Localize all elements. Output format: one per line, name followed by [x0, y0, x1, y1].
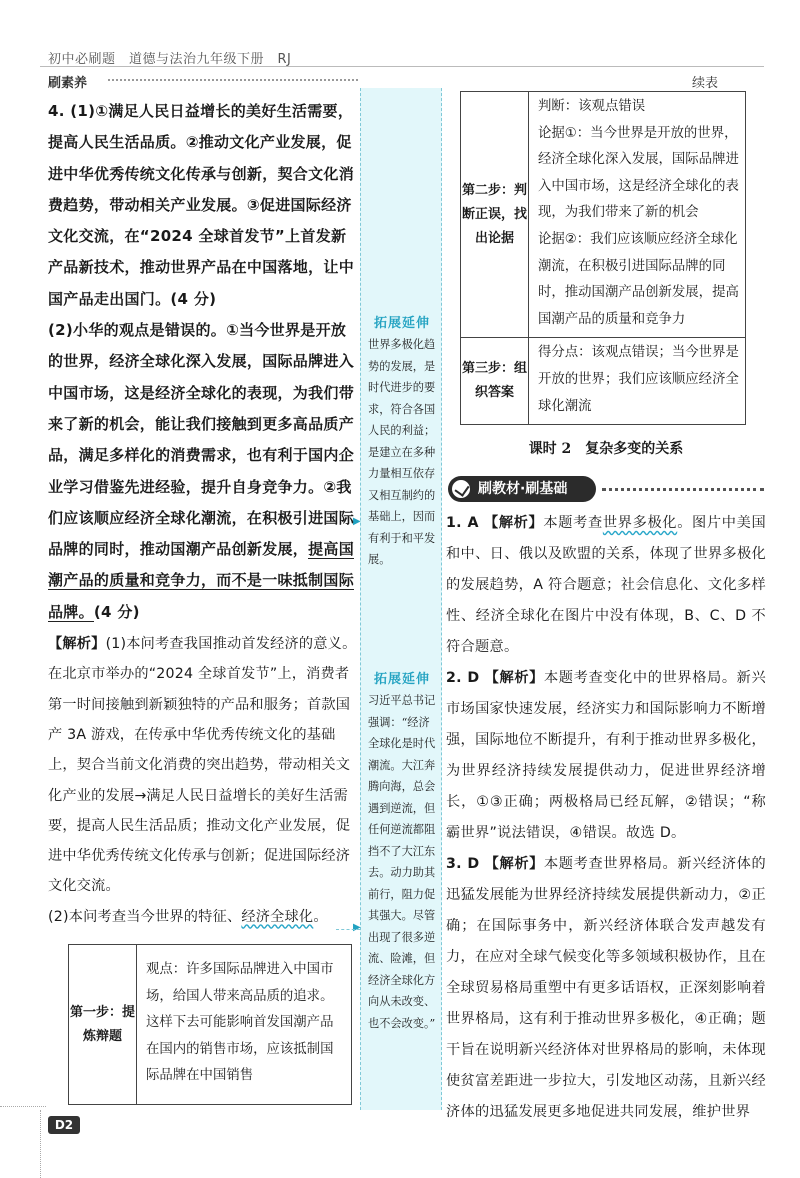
question-item [446, 663, 766, 849]
content-cell: 判断：该观点错误 论据①：当今世界是开放的世界，经济全球化深入发展，国际品牌进入中国市场，这是经济全球化的表现，为我们带来了新的机会 论据②：我们应该顺应经济全球化潮流，在积极引进国际品牌的同时，推动国潮产品创新发展，提高国潮产品的质量和竞争力 [529, 92, 746, 338]
lesson-title: 课时 2 复杂多变的关系 [528, 441, 684, 457]
steps-table-right [460, 91, 746, 425]
step-cell: 第二步：判断正误，找出论据 [461, 92, 529, 338]
header-rule [40, 66, 764, 67]
table-row [461, 338, 746, 425]
content-cell: 观点：许多国际品牌进入中国市场，给国人带来高品质的追求。这样下去可能影响首发国潮产品在国内的销售市场，应该抵制国际品牌在中国销售 [137, 945, 352, 1105]
table-row [461, 92, 746, 338]
question-item [446, 849, 766, 1128]
pointer-arrow-icon: ▶ [353, 922, 361, 933]
table-row [69, 945, 352, 1105]
analysis-keyword: 经济全球化 [241, 908, 314, 925]
question-number: 3. D [446, 856, 480, 872]
analysis-block [48, 629, 360, 932]
question-text: 本题考查变化中的世界格局。新兴市场国家快速发展，经济实力和国际影响力不断增强，国际地位不断提升，有利于推动世界多极化，为世界经济持续发展提供动力，促进世界经济增长，①③正确；两极格局已经瓦解，②错误；“称霸世界”说法错误，④错误。故选 D。 [446, 670, 766, 841]
question-item [446, 508, 766, 663]
step-cell: 第三步：组织答案 [461, 338, 529, 425]
analysis-part-2: (2)本问考查当今世界的特征、 [48, 908, 242, 925]
analysis-tag: 【解析】 [48, 636, 106, 653]
section-banner [448, 476, 766, 502]
question-number: 4. [48, 102, 65, 120]
analysis-part-1: (1)本问考查我国推动首发经济的意义。在北京市举办的“2024 全球首发节”上，消费者第一时间接触到新颖独特的产品和服务；首款国产 3A 游戏，在传承中华优秀传统文化的基础上，契合当前文化消费的突出趋势，带动相关文化产业的发展→满足人民日益增长的美好生活需要，提高人民生活品质；推动文化产业发展，促进中华优秀传统文化传承与创新；促进国际经济文化交流。 [48, 636, 357, 895]
question-number: 2. D [446, 670, 480, 686]
footer-dots-vertical [40, 1110, 41, 1178]
running-header: 初中必刷题 道德与法治九年级下册 RJ [48, 52, 292, 67]
left-column [48, 96, 360, 932]
answer-part-2-score: (4 分) [93, 602, 140, 621]
question-number: 1. A [446, 515, 479, 531]
sidebar-text-1: 世界多极化趋势的发展，是时代进步的要求，符合各国人民的利益；是建立在多种力量相互依存又相互制约的基础上，因而有利于和平发展。 [368, 338, 436, 566]
question-text: 本题考查 [543, 515, 603, 531]
answer-part-1: (1)①满足人民日益增长的美好生活需要，提高人民生活品质。②推动文化产业发展，促进中华优秀传统文化传承与创新，契合文化消费趋势，带动相关产业发展。③促进国际经济文化交流，在“2024 全球首发节”上首发新产品新技术，推动世界产品在中国落地，让中国产品走出国门。(4 分) [48, 102, 355, 308]
analysis-tag: 【解析】 [483, 515, 544, 531]
sidebar-title-2: 拓展延伸 [373, 672, 430, 687]
step-cell: 第一步：提炼辩题 [69, 945, 137, 1105]
sidebar-title-1: 拓展延伸 [373, 316, 430, 331]
steps-table-left [68, 944, 352, 1105]
content-cell: 得分点：该观点错误；当今世界是开放的世界；我们应该顺应经济全球化潮流 [529, 338, 746, 425]
pointer-arrow-icon: ▶ [353, 516, 361, 527]
page-number: D2 [48, 1116, 80, 1134]
check-icon [450, 478, 472, 500]
analysis-tag: 【解析】 [484, 856, 544, 872]
answer-part-2-body: ①当今世界是开放的世界，经济全球化深入发展，国际品牌进入中国市场，这是经济全球化的表现，为我们带来了新的机会，能让我们接触到更多高品质产品，满足多样化的消费需求，也有利于国内企业学习借鉴先进经验，提升自身竞争力。②我们应该顺应经济全球化潮流，在积极引进国际品牌的同时，推动国潮产品创新发展， [48, 321, 355, 559]
answer-block [48, 96, 360, 628]
section-dots [108, 79, 358, 81]
question-keyword: 世界多极化 [602, 515, 678, 531]
answer-part-2-thesis: (2)小华的观点是错误的。 [48, 321, 227, 340]
analysis-punct: 。 [313, 908, 328, 925]
banner-label: 刷教材·刷基础 [478, 481, 568, 497]
answer-part-2-underlined: 提高国潮产品的质量和竞争力，而不是一味抵制国际品牌。 [48, 540, 355, 621]
section-tag: 刷素养 [48, 76, 88, 91]
right-column [446, 508, 766, 1128]
question-text: 。图片中美国和中、日、俄以及欧盟的关系，体现了世界多极化的发展趋势，A 符合题意；社会信息化、文化多样性、经济全球化在图片中没有体现，B、C、D 不符合题意。 [446, 515, 766, 655]
footer-dots [0, 1106, 46, 1107]
sidebar-text-2: 习近平总书记强调：“经济全球化是时代潮流。大江奔腾向海，总会遇到逆流，但任何逆流都阻挡不了大江东去。动力助其前行，阻力促其强大。尽管出现了很多逆流、险滩，但经济全球化方向从未改变、也不会改变。” [368, 694, 436, 1030]
banner-dots [602, 488, 764, 491]
question-text: 本题考查世界格局。新兴经济体的迅猛发展能为世界经济持续发展提供新动力，②正确；在国际事务中，新兴经济体联合发声越发有力，在应对全球气候变化等多领域积极协作，且在全球贸易格局重塑中有更多话语权，正深刻影响着世界格局，这有利于推动世界多极化，④正确；题干旨在说明新兴经济体对世界格局的影响，未体现使贫富差距进一步拉大，引发地区动荡，且新兴经济体的迅猛发展更多地促进共同发展，维护世界 [446, 856, 766, 1120]
continued-label: 续表 [692, 76, 719, 91]
analysis-tag: 【解析】 [484, 670, 544, 686]
banner-pill [448, 476, 596, 502]
